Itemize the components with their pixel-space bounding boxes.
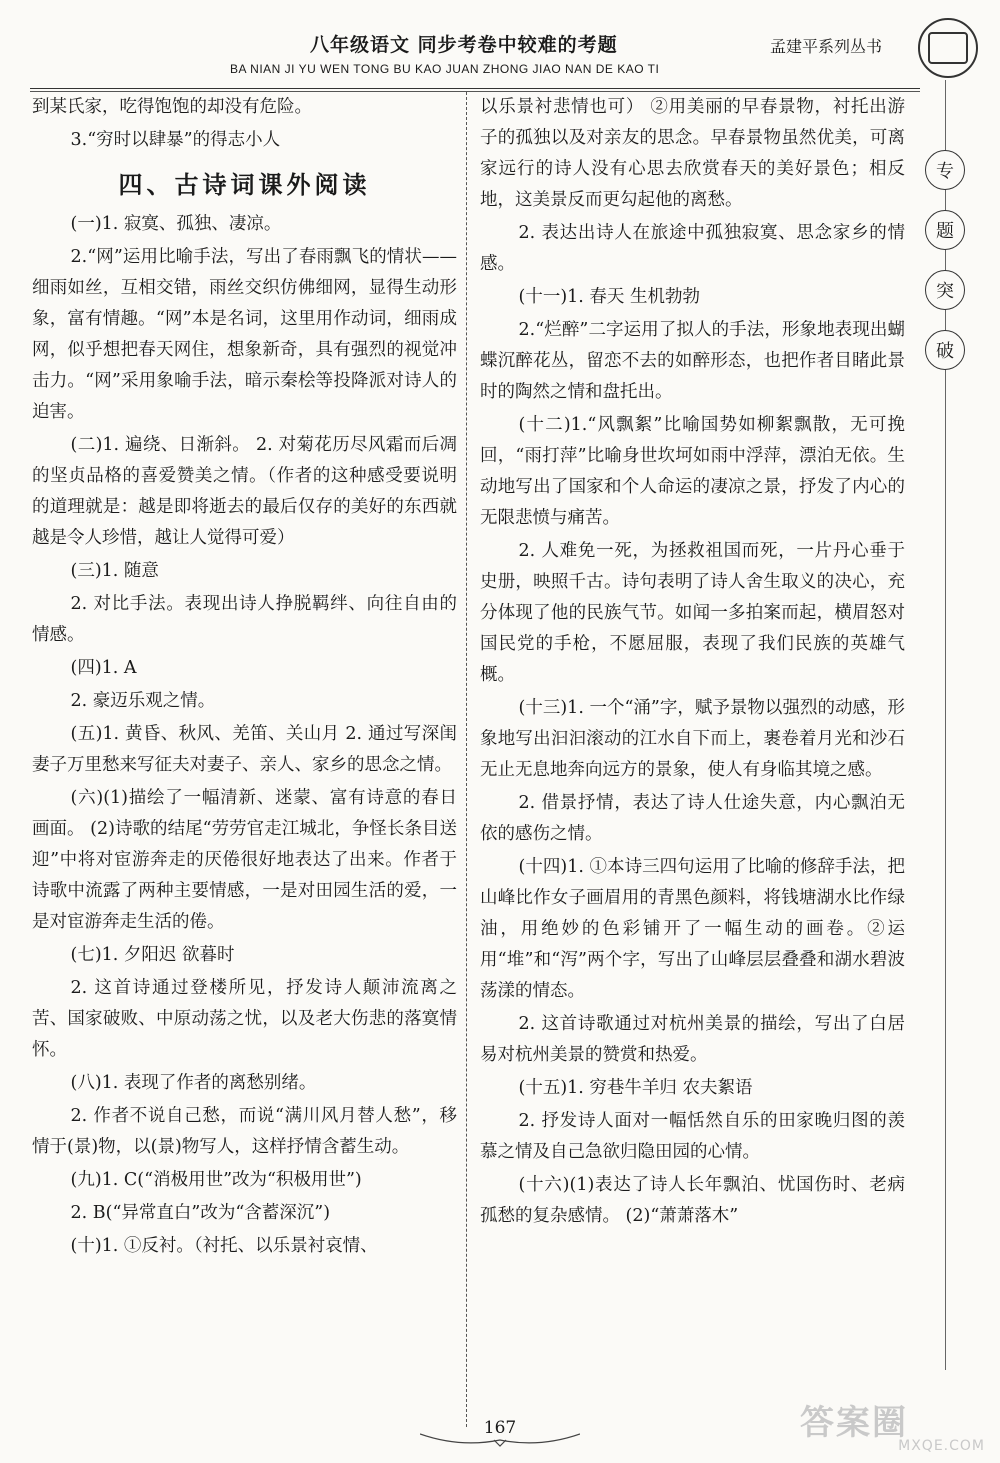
paragraph: 2. 抒发诗人面对一幅恬然自乐的田家晚归图的羡慕之情及自己急欲归隐田园的心情。 xyxy=(480,1111,905,1162)
paragraph: (二)1. 遍绕、日渐斜。 2. 对菊花历尽风霜而后凋的坚贞品格的喜爱赞美之情。（作者的这种感受要说明的道理就是：越是即将逝去的最后仅存的美好的东西就越是令人珍惜，越让人觉得可爱） xyxy=(32,435,457,548)
paragraph: 2. 这首诗通过登楼所见，抒发诗人颠沛流离之苦、国家破败、中原动荡之忧，以及老大伤悲的落寞情怀。 xyxy=(32,978,457,1060)
column-divider xyxy=(466,92,467,1427)
side-tab: 破 xyxy=(925,330,965,370)
paragraph: 2. 借景抒情，表达了诗人仕途失意，内心飘泊无依的感伤之情。 xyxy=(480,793,905,844)
footer-ornament-icon xyxy=(420,1430,580,1448)
paragraph: (十二)1.“风飘絮”比喻国势如柳絮飘散，无可挽回，“雨打萍”比喻身世坎坷如雨中浮萍，漂泊无依。生动地写出了国家和个人命运的凄凉之景，抒发了内心的无限悲愤与痛苦。 xyxy=(480,415,905,528)
paragraph: (十六)(1)表达了诗人长年飘泊、忧国伤时、老病孤愁的复杂感情。 (2)“萧萧落木” xyxy=(480,1175,905,1226)
paragraph: (十四)1. ①本诗三四句运用了比喻的修辞手法，把山峰比作女子画眉用的青黑色颜料，将钱塘湖水比作绿油，用绝妙的色彩铺开了一幅生动的画卷。②运用“堆”和“泻”两个字，写出了山峰层层叠叠和湖水碧波荡漾的情态。 xyxy=(480,857,905,1001)
watermark xyxy=(800,1395,985,1457)
paragraph: 2. 豪迈乐观之情。 xyxy=(70,691,216,711)
page-header xyxy=(30,22,930,82)
paragraph: (十五)1. 穷巷牛羊归 农夫絮语 xyxy=(518,1078,753,1098)
paragraph: (八)1. 表现了作者的离愁别绪。 xyxy=(70,1073,317,1093)
publisher-logo-icon xyxy=(918,18,978,78)
page-number: 167 xyxy=(483,1418,517,1438)
side-tab: 题 xyxy=(925,210,965,250)
paragraph: (三)1. 随意 xyxy=(70,561,159,581)
paragraph: (四)1. A xyxy=(70,658,137,678)
header-rule xyxy=(30,88,920,89)
paragraph: (十三)1. 一个“涌”字，赋予景物以强烈的动感，形象地写出汩汩滚动的江水自下而上，裹卷着月光和沙石无止无息地奔向远方的景象，使人有身临其境之感。 xyxy=(480,698,905,780)
paragraph: 2. B(“异常直白”改为“含蓄深沉”) xyxy=(70,1203,331,1223)
side-tab: 专 xyxy=(925,150,965,190)
paragraph: 2.“烂醉”二字运用了拟人的手法，形象地表现出蝴蝶沉醉花丛，留恋不去的如醉形态，也把作者目睹此景时的陶然之情和盘托出。 xyxy=(480,320,905,402)
side-tabs xyxy=(925,150,967,390)
left-column xyxy=(32,92,457,1262)
paragraph: 3.“穷时以肆暴”的得志小人 xyxy=(70,130,281,150)
paragraph: (五)1. 黄昏、秋风、羌笛、关山月 2. 通过写深闺妻子万里愁来写征夫对妻子、亲人、家乡的思念之情。 xyxy=(32,724,457,775)
paragraph: 2. 表达出诗人在旅途中孤独寂寞、思念家乡的情感。 xyxy=(480,223,905,274)
header-series: 孟建平系列丛书 xyxy=(770,37,883,56)
paragraph: (十)1. ①反衬。（衬托、以乐景衬哀情、 xyxy=(70,1236,378,1256)
side-tab: 突 xyxy=(925,270,965,310)
paragraph: (十一)1. 春天 生机勃勃 xyxy=(518,287,700,307)
paragraph: (九)1. C(“消极用世”改为“积极用世”) xyxy=(70,1170,362,1190)
header-title: 八年级语文 同步考卷中较难的考题 xyxy=(310,34,618,56)
paragraph: (一)1. 寂寞、孤独、凄凉。 xyxy=(70,214,282,234)
right-column xyxy=(480,92,905,1232)
watermark-text: 答案圈 xyxy=(800,1403,908,1443)
paragraph: 2.“网”运用比喻手法，写出了春雨飘飞的情状——细雨如丝，互相交错，雨丝交织仿佛细网，显得生动形象，富有情趣。“网”本是名词，这里用作动词，细雨成网，似乎想把春天网住，想象新奇，具有强烈的视觉冲击力。“网”采用象喻手法，暗示秦桧等投降派对诗人的迫害。 xyxy=(32,247,457,422)
paragraph: 2. 对比手法。表现出诗人挣脱羁绊、向往自由的情感。 xyxy=(32,594,457,645)
paragraph: 2. 这首诗歌通过对杭州美景的描绘，写出了白居易对杭州美景的赞赏和热爱。 xyxy=(480,1014,905,1065)
header-pinyin: BA NIAN JI YU WEN TONG BU KAO JUAN ZHONG JIAO NAN DE KAO TI xyxy=(230,62,660,76)
paragraph: 2. 人难免一死，为拯救祖国而死，一片丹心垂于史册，映照千古。诗句表明了诗人舍生取义的决心，充分体现了他的民族气节。如闻一多拍案而起，横眉怒对国民党的手枪，不愿屈服，表现了我们民族的英雄气概。 xyxy=(480,541,905,685)
paragraph: 以乐景衬悲情也可） ②用美丽的早春景物，衬托出游子的孤独以及对亲友的思念。早春景物虽然优美，可离家远行的诗人没有心思去欣赏春天的美好景色；相反地，这美景反而更勾起他的离愁。 xyxy=(480,97,905,210)
paragraph: 2. 作者不说自己愁，而说“满川风月替人愁”，移情于(景)物，以(景)物写人，这样抒情含蓄生动。 xyxy=(32,1106,457,1157)
watermark-url: MXQE.COM xyxy=(898,1438,985,1454)
paragraph: (六)(1)描绘了一幅清新、迷蒙、富有诗意的春日画面。 (2)诗歌的结尾“劳劳官走江城北，争怪长条目送迎”中将对宦游奔走的厌倦很好地表达了出来。作者于诗歌中流露了两种主要情感，一是对田园生活的爱，一是对宦游奔走生活的倦。 xyxy=(32,788,457,932)
paragraph: (七)1. 夕阳迟 欲暮时 xyxy=(70,945,235,965)
section-title: 四、古诗词课外阅读 xyxy=(118,171,371,199)
paragraph: 到某氏家，吃得饱饱的却没有危险。 xyxy=(32,97,312,117)
